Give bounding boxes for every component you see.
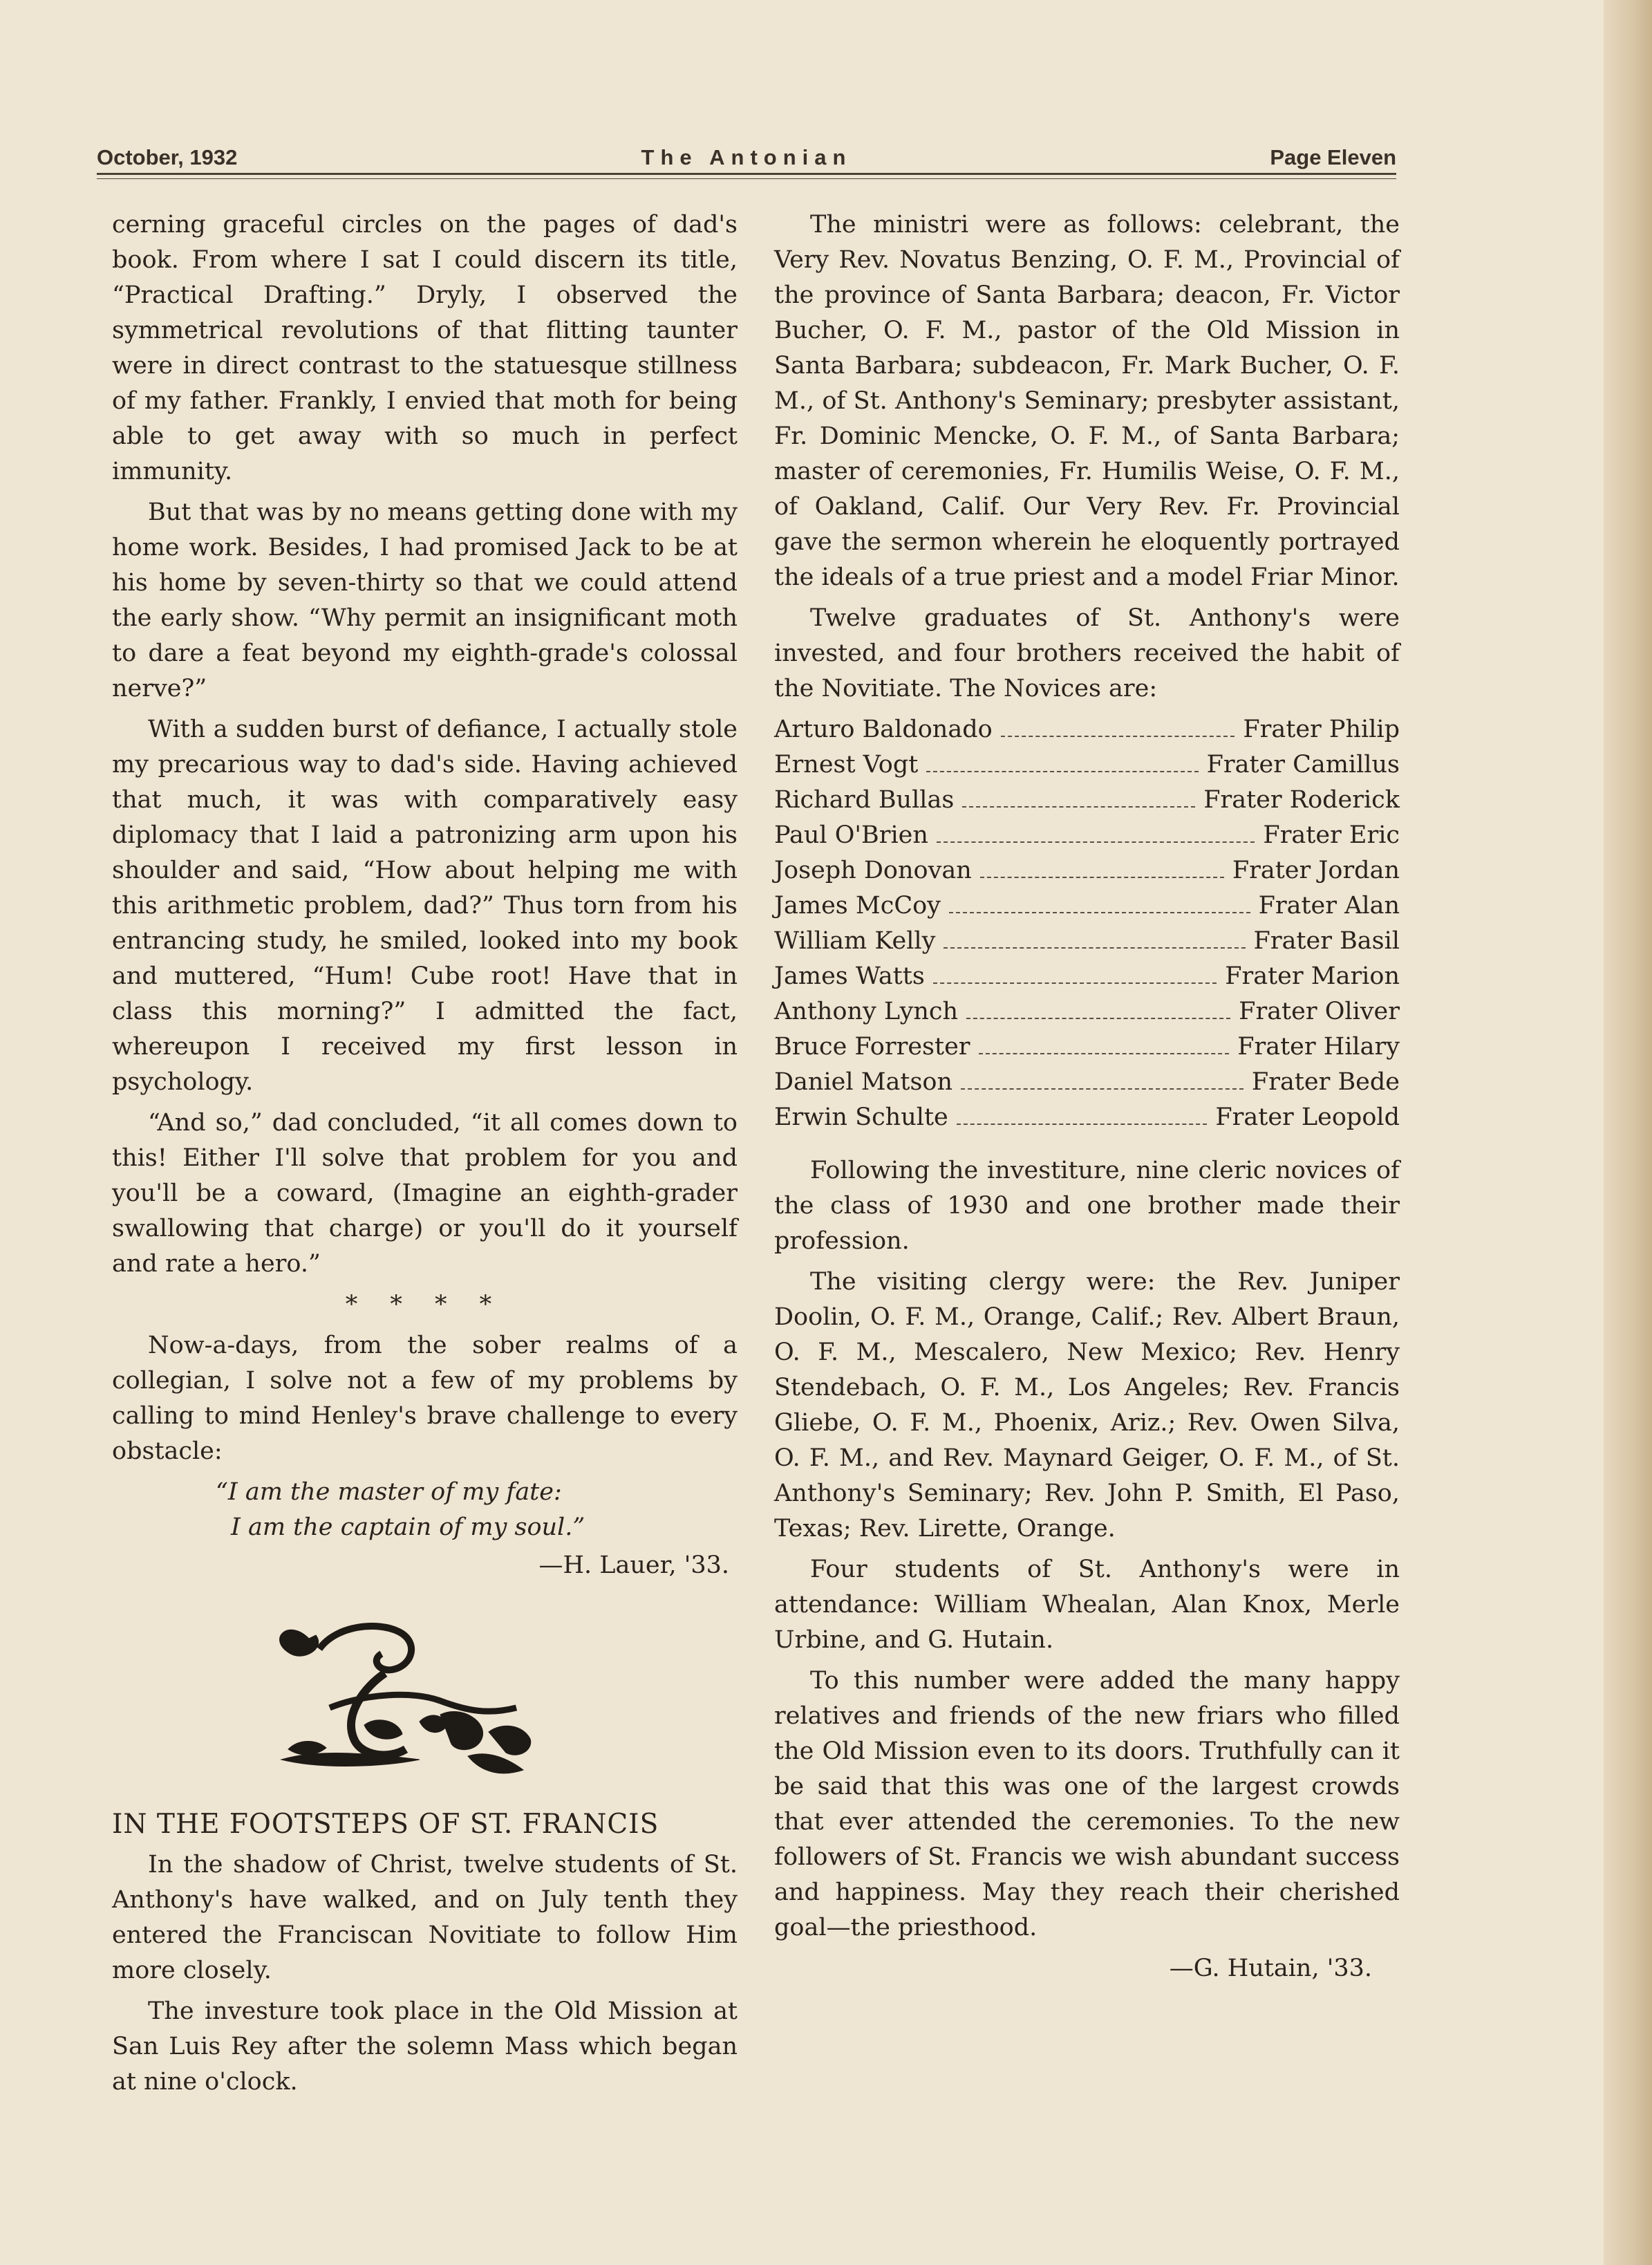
frater-name: Frater Roderick	[1203, 786, 1400, 814]
frater-name: Frater Bede	[1251, 1068, 1400, 1096]
paragraph: With a sudden burst of defiance, I actually stole my precarious way to dad's side. Having achieved that much, it was with comparatively easy diplomacy that I laid a patronizing arm upon his shoulder and said, “How about helping me with this arithmetic problem, dad?” Thus torn from his entrancing study, he smiled, looked into my book and muttered, “Hum! Cube root! Have that in class this morning?” I admitted the fact, whereupon I received my first lesson in psychology.	[112, 716, 738, 1096]
novice-name: Erwin Schulte	[774, 1103, 948, 1131]
left-column	[112, 207, 738, 2105]
poem-line: I am the captain of my soul.”	[231, 1513, 585, 1541]
novice-name: Joseph Donovan	[774, 857, 972, 884]
roster-row	[774, 888, 1400, 924]
paragraph: Following the investiture, nine cleric novices of the class of 1930 and one brother made their profession.	[774, 1157, 1400, 1255]
roster-row	[774, 818, 1400, 853]
leader-dots	[961, 1072, 1243, 1090]
author-signature: —G. Hutain, '33.	[1169, 1955, 1372, 1982]
frater-name: Frater Hilary	[1237, 1033, 1400, 1061]
roster-row	[774, 1029, 1400, 1065]
leader-dots	[1001, 719, 1235, 737]
poem-line: “I am the master of my fate:	[216, 1478, 562, 1506]
header-rule-thin	[97, 178, 1396, 179]
frater-name: Frater Camillus	[1206, 751, 1400, 779]
paragraph: The ministri were as follows: celebrant, the Very Rev. Novatus Benzing, O. F. M., Provincial of the province of Santa Barbara; deacon, Fr. Victor Bucher, O. F. M., pastor of the Old Mission in Santa Barbara; subdeacon, Fr. Mark Bucher, O. F. M., of St. Anthony's Seminary; presbyter assistant, Fr. Dominic Mencke, O. F. M., of Santa Barbara; master of ceremonies, Fr. Humilis Weise, O. F. M., of Oakland, Calif. Our Very Rev. Fr. Provincial gave the sermon wherein he eloquently portrayed the ideals of a true priest and a model Friar Minor.	[774, 211, 1400, 591]
leader-dots	[926, 754, 1198, 772]
paragraph: To this number were added the many happy relatives and friends of the new friars who filled the Old Mission even to its doors. Truthfully can it be said that this was one of the largest crowds that ever attended the ceremonies. To the new followers of St. Francis we wish abundant success and happiness. May they reach their cherished goal—the priesthood.	[774, 1667, 1400, 1941]
novice-name: Richard Bullas	[774, 786, 955, 814]
poem-quote	[112, 1475, 738, 1545]
novice-name: Ernest Vogt	[774, 751, 919, 779]
paragraph: In the shadow of Christ, twelve students of St. Anthony's have walked, and on July tenth they entered the Franciscan Novitiate to follow Him more closely.	[112, 1851, 738, 1984]
leader-dots	[979, 1036, 1230, 1054]
roster-row	[774, 994, 1400, 1029]
leader-dots	[957, 1107, 1208, 1125]
leader-dots	[949, 895, 1250, 913]
paragraph: But that was by no means getting done with my home work. Besides, I had promised Jack to be at his home by seven-thirty so that we could attend the early show. “Why permit an insignificant moth to dare a feat beyond my eighth-grade's colossal nerve?”	[112, 498, 738, 702]
paragraph: The visiting clergy were: the Rev. Juniper Doolin, O. F. M., Orange, Calif.; Rev. Albert Braun, O. F. M., Mescalero, New Mexico; Rev. Henry Stendebach, O. F. M., Los Angeles; Rev. Francis Gliebe, O. F. M., Phoenix, Ariz.; Rev. Owen Silva, O. F. M., and Rev. Maynard Geiger, O. F. M., of St. Anthony's Seminary; Rev. John P. Smith, El Paso, Texas; Rev. Lirette, Orange.	[774, 1268, 1400, 1542]
roster-row	[774, 853, 1400, 888]
paragraph: Now-a-days, from the sober realms of a collegian, I solve not a few of my problems by calling to mind Henley's brave challenge to every obstacle:	[112, 1332, 738, 1465]
roster-row	[774, 1100, 1400, 1135]
frater-name: Frater Philip	[1243, 716, 1400, 743]
paragraph: Four students of St. Anthony's were in attendance: William Whealan, Alan Knox, Merle Urbine, and G. Hutain.	[774, 1556, 1400, 1654]
page-number: Page Eleven	[1270, 145, 1396, 169]
roster-row	[774, 783, 1400, 818]
roster-row	[774, 712, 1400, 747]
publication-title: The Antonian	[641, 145, 852, 169]
paragraph: The investure took place in the Old Mission at San Luis Rey after the solemn Mass which began at nine o'clock.	[112, 1997, 738, 2096]
novice-name: Paul O'Brien	[774, 821, 928, 849]
leader-dots	[933, 966, 1217, 984]
issue-date: October, 1932	[97, 145, 238, 169]
roster-row	[774, 959, 1400, 994]
novice-roster	[774, 712, 1400, 1135]
frater-name: Frater Marion	[1225, 962, 1400, 990]
novice-name: James Watts	[774, 962, 925, 990]
novice-name: Arturo Baldonado	[774, 716, 993, 743]
page-edge	[1604, 0, 1652, 2265]
frater-name: Frater Oliver	[1239, 998, 1400, 1025]
leader-dots	[944, 931, 1245, 949]
section-break: * * * *	[345, 1291, 505, 1318]
leader-dots	[966, 1001, 1230, 1019]
novice-name: Daniel Matson	[774, 1068, 953, 1096]
leader-dots	[937, 825, 1255, 843]
frater-name: Frater Jordan	[1232, 857, 1400, 884]
leader-dots	[962, 790, 1195, 808]
novice-name: James McCoy	[774, 892, 941, 920]
frater-name: Frater Basil	[1253, 927, 1400, 955]
novice-name: Anthony Lynch	[774, 998, 959, 1025]
roster-row	[774, 924, 1400, 959]
right-column	[774, 207, 1400, 1986]
roster-row	[774, 1065, 1400, 1100]
header-rule	[97, 173, 1396, 175]
paragraph: cerning graceful circles on the pages of dad's book. From where I sat I could discern its title, “Practical Drafting.” Dryly, I observed the symmetrical revolutions of that flitting taunter were in direct contrast to the statuesque stillness of my father. Frankly, I envied that moth for being able to get away with so much in perfect immunity.	[112, 211, 738, 485]
novice-name: William Kelly	[774, 927, 936, 955]
frater-name: Frater Alan	[1258, 892, 1400, 920]
frater-name: Frater Eric	[1263, 821, 1400, 849]
roster-row	[774, 747, 1400, 783]
author-signature: —H. Lauer, '33.	[538, 1551, 729, 1579]
ornament	[112, 1611, 738, 1791]
scroll-ornament-icon	[261, 1611, 551, 1784]
leader-dots	[980, 860, 1224, 878]
novice-name: Bruce Forrester	[774, 1033, 970, 1061]
paragraph: Twelve graduates of St. Anthony's were invested, and four brothers received the habit of the Novitiate. The Novices are:	[774, 604, 1400, 702]
article-title: IN THE FOOTSTEPS OF ST. FRANCIS	[112, 1809, 659, 1840]
frater-name: Frater Leopold	[1215, 1103, 1400, 1131]
paragraph: “And so,” dad concluded, “it all comes down to this! Either I'll solve that problem for you and you'll be a coward, (Imagine an eighth-grader swallowing that charge) or you'll do it yourself and rate a hero.”	[112, 1109, 738, 1278]
